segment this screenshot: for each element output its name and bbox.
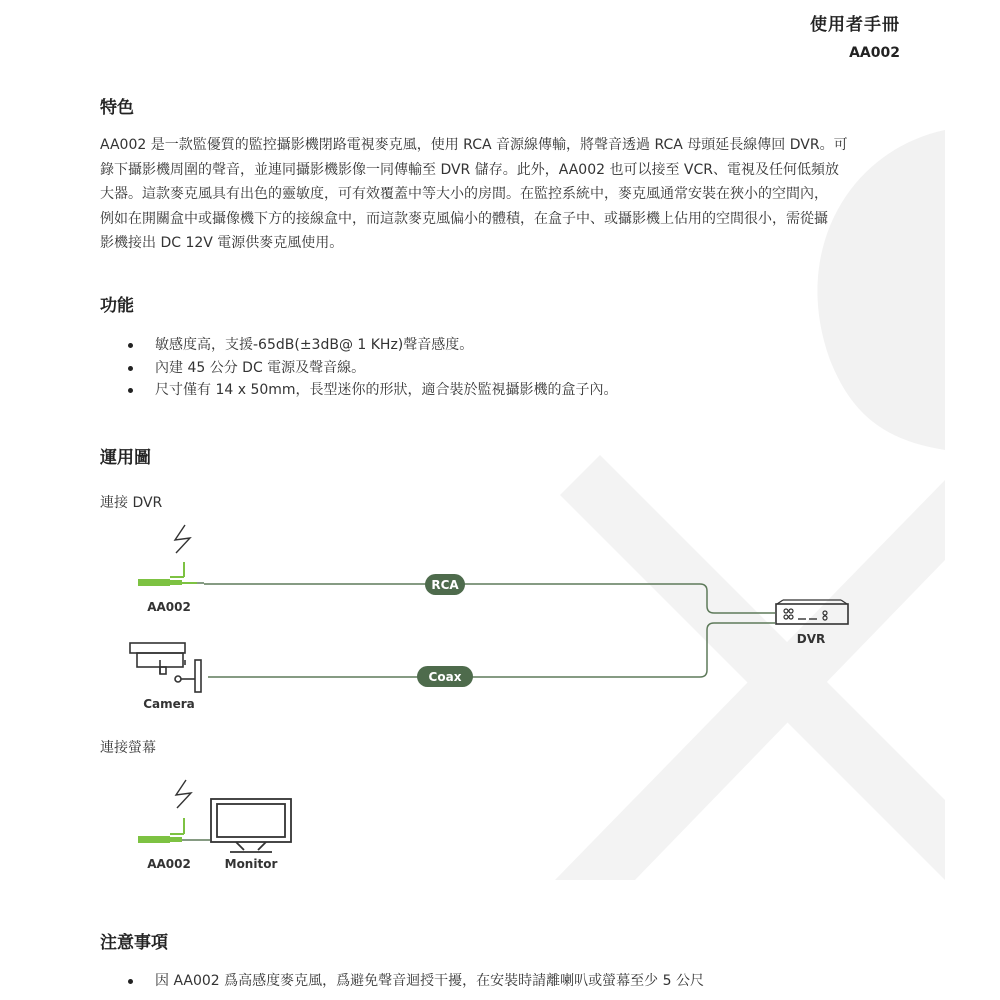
dvr-label: DVR bbox=[796, 632, 826, 646]
rca-cable bbox=[204, 584, 775, 613]
list-item: 內建 45 公分 DC 電源及聲音線。 bbox=[100, 357, 618, 380]
camera-icon bbox=[130, 643, 201, 692]
mic1-label: AA002 bbox=[147, 600, 191, 614]
list-item: 敏感度高，支援-65dB(±3dB@ 1 KHz)聲音感度。 bbox=[100, 334, 618, 357]
features-line: 大器。這款麥克風具有出色的靈敏度，可有效覆蓋中等大小的房間。在監控系統中，麥克風通常安裝在狹小的空間內， bbox=[100, 186, 828, 202]
microphone-icon bbox=[138, 579, 170, 586]
features-line: AA002 是一款監優質的監控攝影機閉路電視麥克風，使用 RCA 音源線傳輸，將聲音透過 RCA 母頭延長線傳回 DVR。可 bbox=[100, 137, 848, 153]
monitor-caption: 連接螢幕 bbox=[100, 740, 156, 756]
power-bolt-icon bbox=[176, 780, 191, 808]
notes-heading: 注意事項 bbox=[100, 933, 168, 953]
list-item: 因 AA002 爲高感度麥克風，爲避免聲音迴授干擾，在安裝時請離喇叭或螢幕至少 5 公尺 bbox=[100, 970, 704, 993]
functions-heading: 功能 bbox=[100, 296, 134, 316]
notes-list bbox=[100, 970, 704, 993]
power-bolt-icon bbox=[175, 525, 190, 553]
mic2-label: AA002 bbox=[147, 857, 191, 871]
coax-cable bbox=[208, 623, 775, 677]
rca-label: RCA bbox=[431, 578, 459, 592]
microphone-icon bbox=[138, 836, 170, 843]
features-line: 錄下攝影機周圍的聲音，並連同攝影機影像一同傳輸至 DVR 儲存。此外，AA002 也可以接至 VCR、電視及任何低頻放 bbox=[100, 161, 839, 178]
dvr-caption: 連接 DVR bbox=[100, 495, 163, 511]
diagrams-heading: 運用圖 bbox=[100, 448, 151, 468]
model-number: AA002 bbox=[849, 45, 900, 61]
coax-label: Coax bbox=[428, 670, 462, 684]
dvr-icon bbox=[776, 600, 848, 624]
features-line: 例如在開關盒中或攝像機下方的接線盒中，而這款麥克風偏小的體積，在盒子中、或攝影機上佔用的空間很小，需從攝 bbox=[100, 210, 828, 227]
document-title: 使用者手冊 bbox=[810, 15, 900, 35]
features-heading: 特色 bbox=[100, 98, 134, 118]
monitor-icon bbox=[211, 799, 291, 852]
camera-label: Camera bbox=[143, 697, 195, 711]
list-item: 尺寸僅有 14 x 50mm，長型迷你的形狀，適合裝於監視攝影機的盒子內。 bbox=[100, 379, 618, 402]
features-line: 影機接出 DC 12V 電源供麥克風使用。 bbox=[100, 235, 344, 251]
monitor-label: Monitor bbox=[224, 857, 278, 871]
